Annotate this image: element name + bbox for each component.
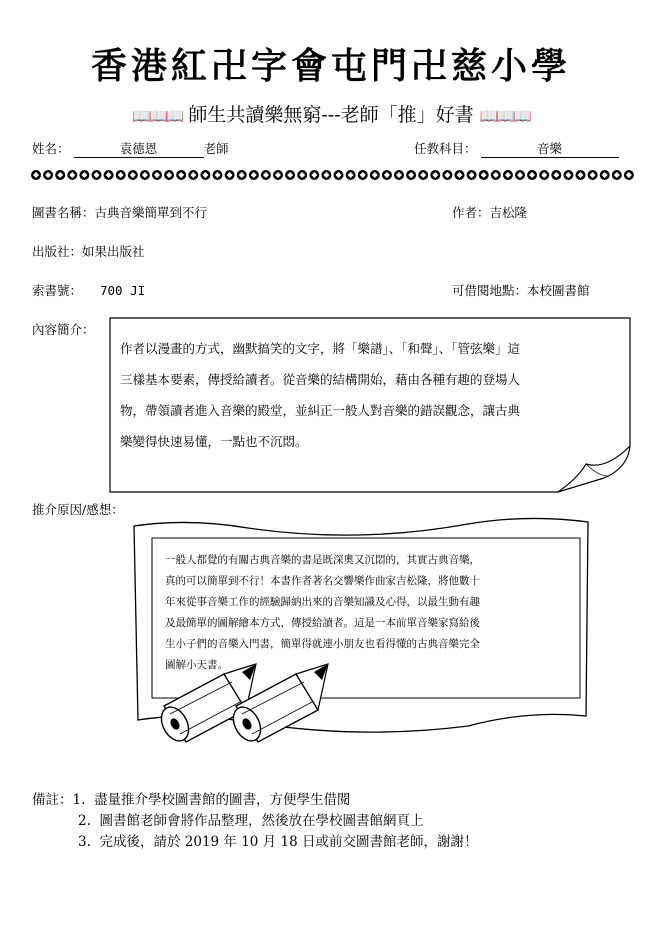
notes [32,790,477,853]
name-suffix: 老師 [203,141,229,156]
location: 本校圖書館 [527,283,590,298]
publisher-row [32,242,145,260]
subtitle [0,100,662,127]
note-item [32,832,477,853]
note-text: 盡量推介學校圖書館的圖書，方便學生借閱 [93,792,351,808]
summary-label: 內容簡介： [32,322,95,337]
recommendation-line: 年來從事音樂工作的經驗歸納出來的音樂知識及心得，以最生動有趣 [165,596,480,608]
book-icon: 📖📖📖 [132,107,183,125]
call-number-label: 索書號： [32,283,83,298]
school-title: 香港紅卍字會屯門卍慈小學 [90,45,571,87]
book-title-row [32,203,207,221]
note-text: 圖書館老師會將作品整理，然後放在學校圖書館網頁上 [99,813,424,829]
note-item [32,790,477,811]
call-number: 700 JI [100,283,146,298]
recommendation-text [165,550,580,676]
note-number: 3. [78,834,91,850]
book-title: 古典音樂簡單到不行 [94,205,208,220]
author: 吉松隆 [489,205,528,220]
note-number: 1. [72,792,86,808]
recommendation-line: 圖解小天書。 [165,659,228,671]
recommendation-label: 推介原因/感想： [32,502,124,517]
publisher-label: 出版社： [32,244,83,259]
summary-line: 三樣基本要素，傳授給讀者。從音樂的結構開始，藉由各種有趣的登場人 [120,372,521,387]
author-label: 作者： [452,205,490,220]
recommendation-line: 及最簡單的圖解繪本方式，傳授給讀者。這是一本前單音樂家寫給後 [165,617,480,629]
location-label: 可借閱地點： [452,283,528,298]
location-row [452,281,590,299]
note-number: 2. [78,813,91,829]
summary-text [120,333,625,457]
name-label: 姓名： [32,141,70,156]
summary-line: 物，帶領讀者進入音樂的殿堂，並糾正一般人對音樂的錯誤觀念，讓古典 [120,403,521,418]
subject-label: 任教科目： [414,141,477,156]
call-number-row [32,281,145,299]
name-row [32,139,229,158]
author-row [452,203,527,221]
book-icon: 📖📖📖 [479,107,530,125]
divider-icon [30,168,634,182]
subject-row [414,139,619,158]
teacher-name: 袁德恩 [74,139,204,158]
summary-line: 作者以漫畫的方式，幽默搞笑的文字，將「樂譜」、「和聲」、「管弦樂」這 [120,341,521,356]
recommendation-line: 一般人都覺的有關古典音樂的書是既深奧又沉悶的，其實古典音樂， [165,554,480,566]
subject-value: 音樂 [481,139,619,158]
recommendation-line: 真的可以簡單到不行！本書作者著名交響樂作曲家吉松隆，將他數十 [165,575,480,587]
recommendation-line: 生小子們的音樂入門書，簡單得就連小朋友也看得懂的古典音樂完全 [165,638,480,650]
note-item [32,811,477,832]
publisher: 如果出版社 [82,244,145,259]
subtitle-text: 師生共讀樂無窮---老師「推」好書 [188,104,474,126]
book-title-label: 圖書名稱： [32,205,95,220]
note-text: 完成後，請於 2019 年 10 月 18 日或前交圖書館老師，謝謝！ [99,834,478,850]
notes-label: 備註： [32,792,73,808]
summary-line: 樂變得快速易懂，一點也不沉悶。 [120,434,308,449]
